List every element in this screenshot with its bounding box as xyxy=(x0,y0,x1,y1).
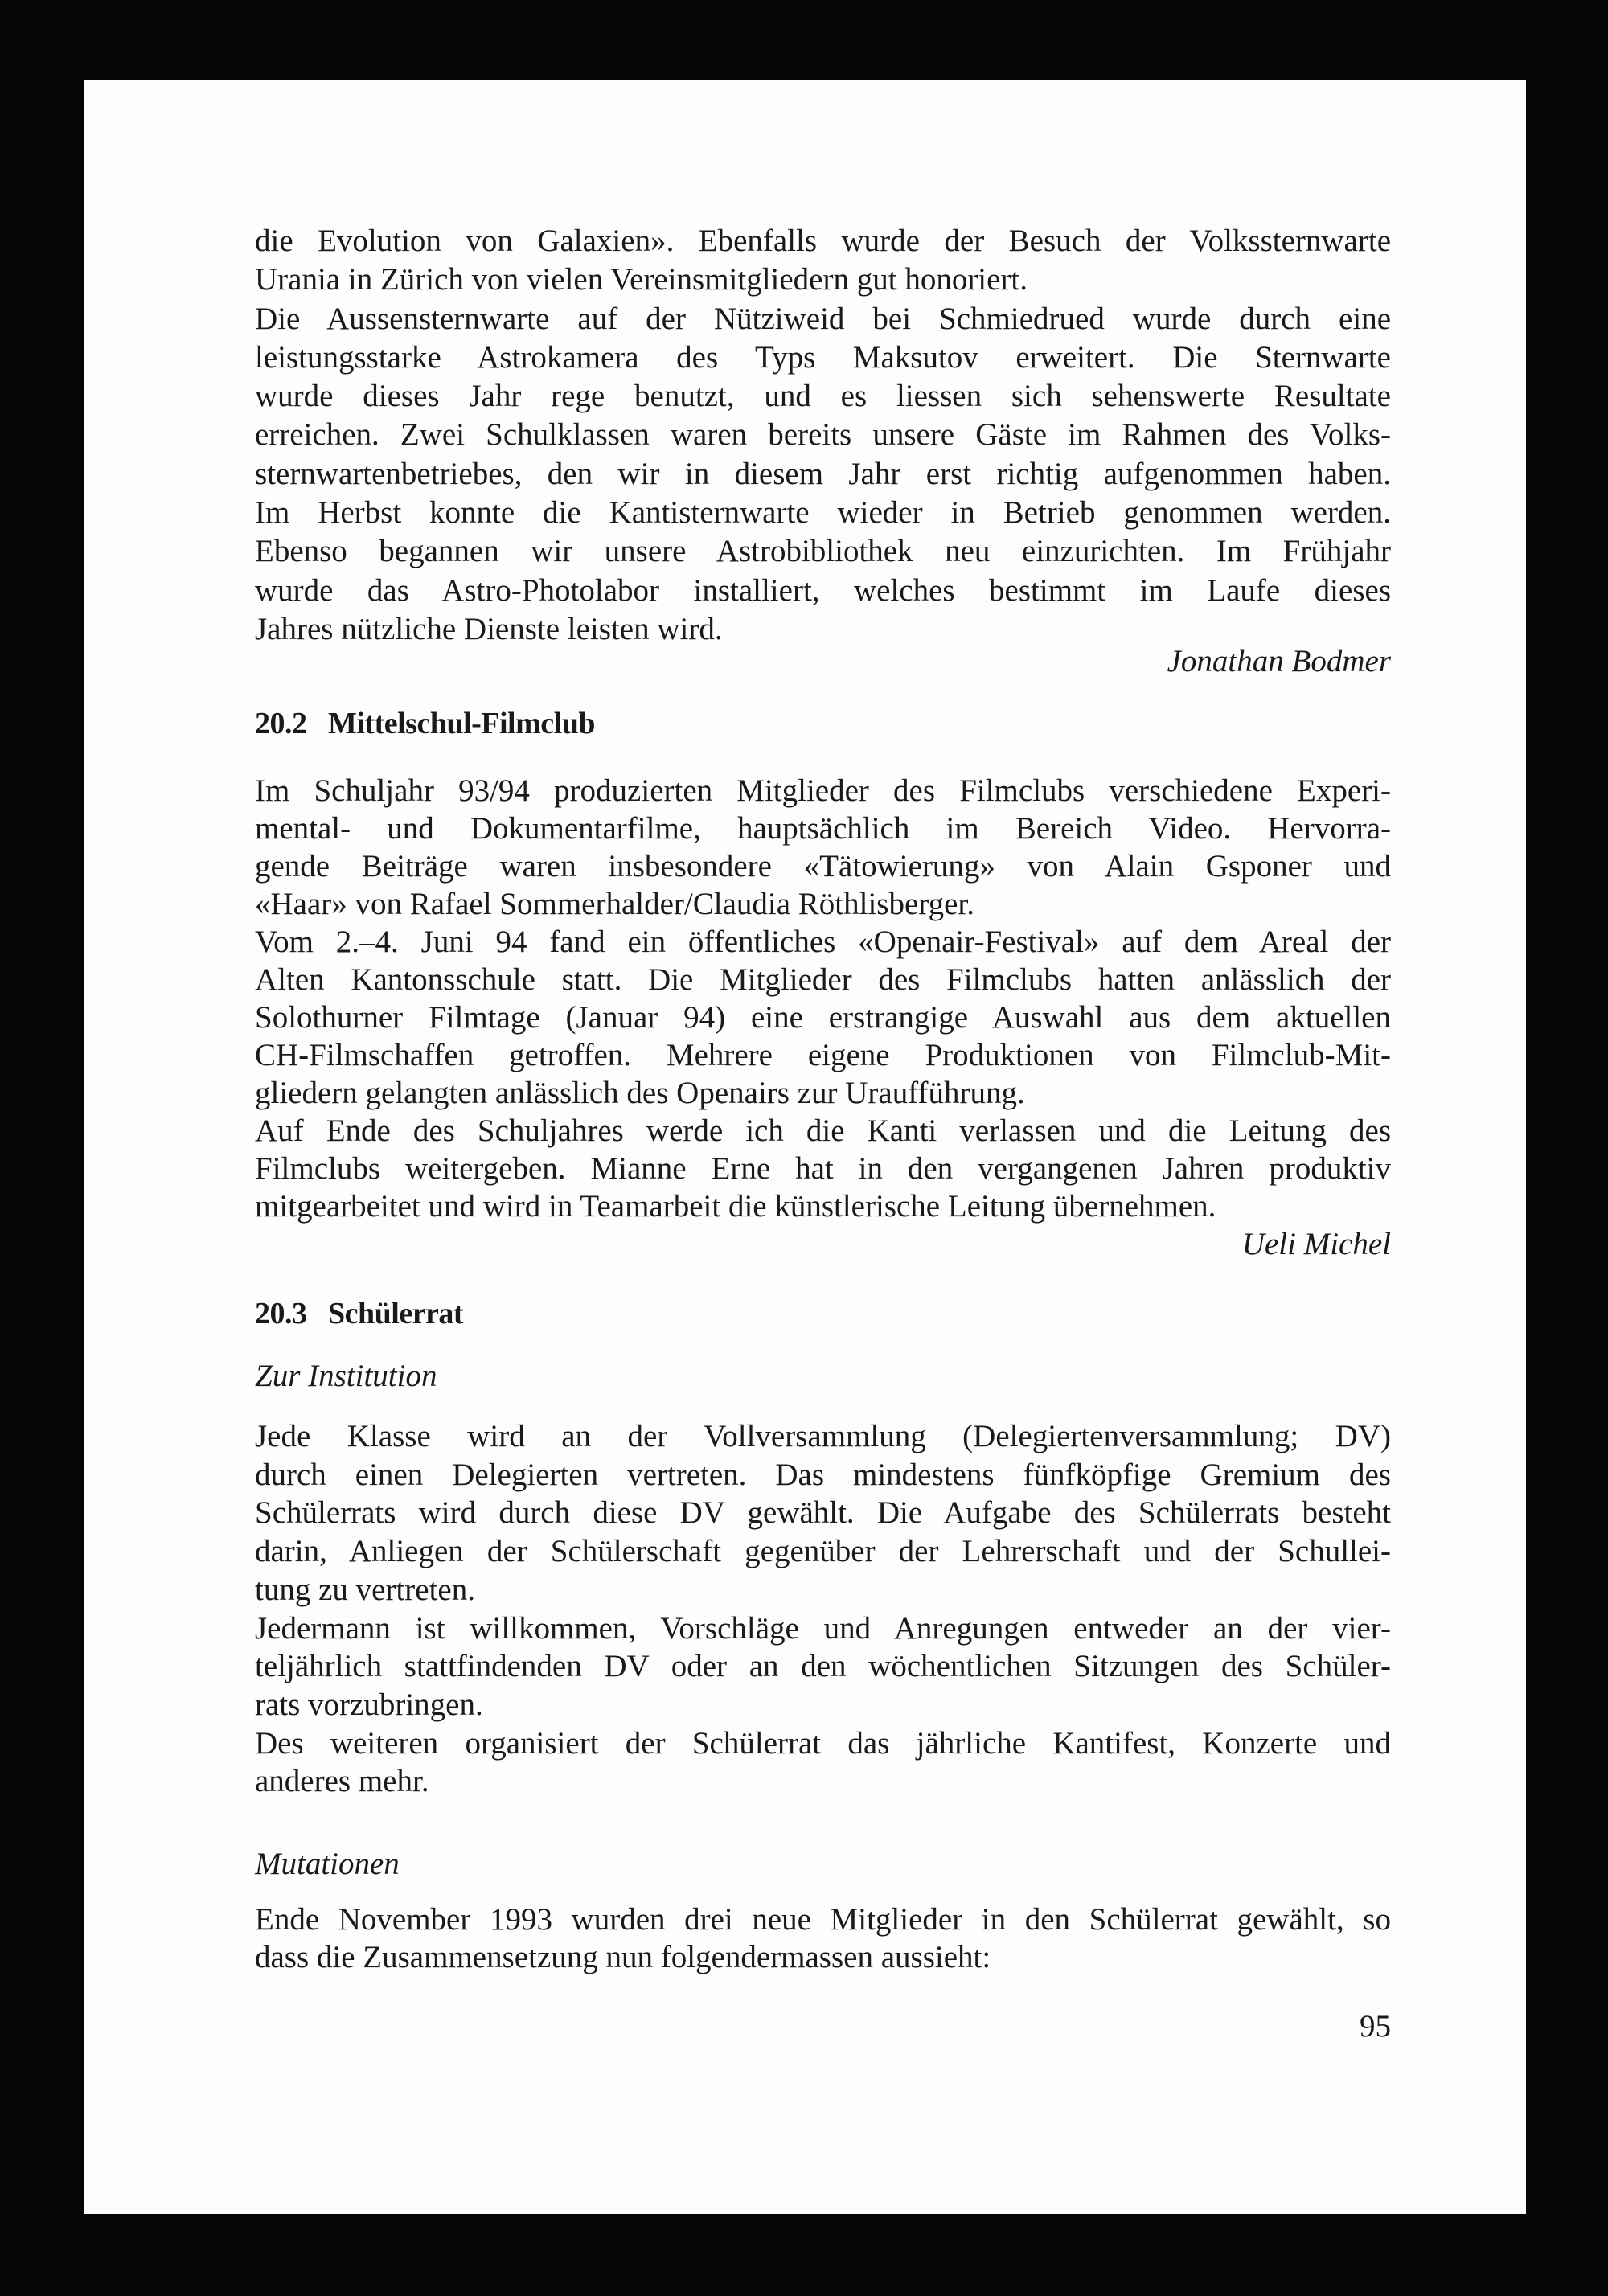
text-line: mitgearbeitet und wird in Teamarbeit die künstlerische Leitung übernehmen. xyxy=(255,1189,1216,1224)
text-line: tung zu vertreten. xyxy=(255,1572,475,1607)
section-title: Mittelschul-Filmclub xyxy=(328,707,595,740)
signature-ueli-michel: Ueli Michel xyxy=(1241,1227,1391,1261)
text-line: Solothurner Filmtage (Januar 94) eine erstrangige Auswahl aus dem aktuellen xyxy=(255,1000,1391,1035)
text-line: Vom 2.–4. Juni 94 fand ein öffentliches «Openair-Festival» auf dem Areal der xyxy=(255,925,1391,959)
text-line: durch einen Delegierten vertreten. Das mindestens fünfköpfige Gremium des xyxy=(255,1457,1391,1492)
section-heading-20-3 xyxy=(255,1294,1391,1333)
text-line: gliedern gelangten anlässlich des Openairs zur Uraufführung. xyxy=(255,1076,1025,1110)
text-line: mental- und Dokumentarfilme, hauptsächlich im Bereich Video. Hervorra- xyxy=(255,811,1391,846)
text-line: Urania in Zürich von vielen Vereinsmitgliedern gut honoriert. xyxy=(255,262,1028,297)
text-line: Schülerrats wird durch diese DV gewählt. Die Aufgabe des Schülerrats besteht xyxy=(255,1495,1391,1531)
subheading-mutationen: Mutationen xyxy=(255,1847,400,1881)
section-number: 20.3 xyxy=(255,1297,307,1330)
text-line: dass die Zusammensetzung nun folgendermassen aussieht: xyxy=(255,1940,991,1974)
text-line: rats vorzubringen. xyxy=(255,1687,483,1722)
paragraph-institution xyxy=(255,1417,1391,1801)
text-line: Filmclubs weitergeben. Mianne Erne hat in den vergangenen Jahren produktiv xyxy=(255,1151,1391,1186)
text-line: wurde das Astro-Photolabor installiert, welches bestimmt im Laufe dieses xyxy=(255,572,1391,608)
text-line: CH-Filmschaffen getroffen. Mehrere eigene Produktionen von Filmclub-Mit- xyxy=(255,1038,1391,1072)
page-number: 95 xyxy=(1360,2009,1391,2044)
text-line: teljährlich stattfindenden DV oder an den wöchentlichen Sitzungen des Schüler- xyxy=(255,1649,1391,1684)
text-line: Im Herbst konnte die Kantisternwarte wieder in Betrieb genommen werden. xyxy=(255,495,1391,531)
text-line: sternwartenbetriebes, den wir in diesem Jahr erst richtig aufgenommen haben. xyxy=(255,456,1391,491)
text-line: die Evolution von Galaxien». Ebenfalls wurde der Besuch der Volkssternwarte xyxy=(255,223,1391,258)
text-line: Alten Kantonsschule statt. Die Mitglieder des Filmclubs hatten anlässlich der xyxy=(255,962,1391,997)
text-line: Im Schuljahr 93/94 produzierten Mitglieder des Filmclubs verschiedene Experi- xyxy=(255,773,1391,808)
text-line: «Haar» von Rafael Sommerhalder/Claudia Röthlisberger. xyxy=(255,887,974,921)
subheading-zur-institution: Zur Institution xyxy=(255,1359,437,1393)
text-line: Des weiteren organisiert der Schülerrat das jährliche Kantifest, Konzerte und xyxy=(255,1725,1391,1761)
paragraph-sternwarte xyxy=(255,222,1391,649)
text-line: Ebenso begannen wir unsere Astrobibliothek neu einzurichten. Im Frühjahr xyxy=(255,534,1391,569)
text-line: Jede Klasse wird an der Vollversammlung (Delegiertenversammlung; DV) xyxy=(255,1419,1391,1453)
text-line: Jedermann ist willkommen, Vorschläge und Anregungen entweder an der vier- xyxy=(255,1610,1391,1646)
text-line: Ende November 1993 wurden drei neue Mitglieder in den Schülerrat gewählt, so xyxy=(255,1902,1391,1937)
text-line: wurde dieses Jahr rege benutzt, und es liessen sich sehenswerte Resultate xyxy=(255,379,1391,414)
signature-jonathan-bodmer: Jonathan Bodmer xyxy=(1167,644,1391,679)
text-line: Auf Ende des Schuljahres werde ich die Kanti verlassen und die Leitung des xyxy=(255,1113,1391,1148)
document-page xyxy=(84,80,1526,2214)
text-line: anderes mehr. xyxy=(255,1764,429,1799)
section-heading-20-2 xyxy=(255,704,1391,743)
text-line: gende Beiträge waren insbesondere «Tätowierung» von Alain Gsponer und xyxy=(255,849,1391,884)
text-line: Jahres nützliche Dienste leisten wird. xyxy=(255,611,723,646)
paragraph-filmclub xyxy=(255,772,1391,1225)
text-line: darin, Anliegen der Schülerschaft gegenüber der Lehrerschaft und der Schullei- xyxy=(255,1534,1391,1569)
section-number: 20.2 xyxy=(255,707,307,740)
text-line: erreichen. Zwei Schulklassen waren bereits unsere Gäste im Rahmen des Volks- xyxy=(255,417,1391,453)
text-line: leistungsstarke Astrokamera des Typs Maksutov erweitert. Die Sternwarte xyxy=(255,339,1391,375)
paragraph-mutationen xyxy=(255,1900,1391,1976)
text-line: Die Aussensternwarte auf der Nütziweid bei Schmiedrued wurde durch eine xyxy=(255,301,1391,336)
section-title: Schülerrat xyxy=(328,1297,464,1330)
